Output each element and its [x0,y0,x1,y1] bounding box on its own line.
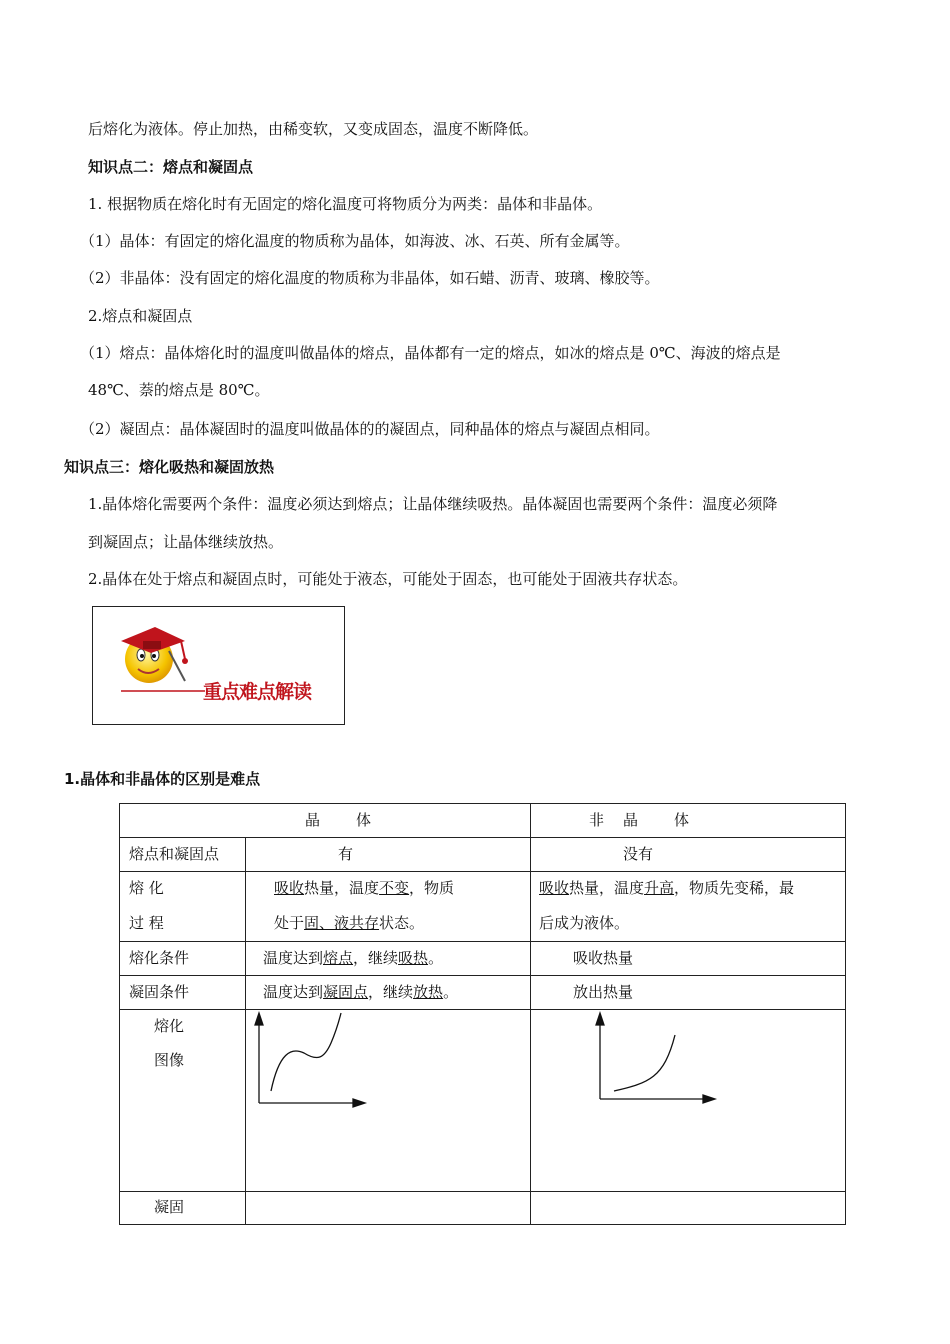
cell-amorphous-line: 吸收热量，温度升高，物质先变稀，最 [539,879,795,897]
col-header-crystal: 晶 体 [305,811,374,829]
section-heading: 知识点二：熔点和凝固点 [88,158,254,176]
cell-crystal: 温度达到熔点，继续吸热。 [263,949,444,967]
text-line: 1. 根据物质在熔化时有无固定的熔化温度可将物质分为两类：晶体和非晶体。 [88,195,603,213]
text-line: 后熔化为液体。停止加热，由稀变软，又变成固态，温度不断降低。 [88,120,539,138]
table-section-title: 1.晶体和非晶体的区别是难点 [64,770,261,788]
cell-crystal: 温度达到凝固点，继续放热。 [263,983,459,1001]
banner-title: 重点难点解读 [203,681,312,703]
cell-amorphous: 吸收热量 [573,949,634,967]
row-label: 熔 化 [129,879,164,897]
text-line: （2）凝固点：晶体凝固时的温度叫做晶体的的凝固点，同种晶体的熔点与凝固点相同。 [80,420,660,438]
cell-crystal-line: 吸收热量，温度不变，物质 [274,879,455,897]
text-line: 1.晶体熔化需要两个条件：温度必须达到熔点；让晶体继续吸热。晶体凝固也需要两个条件：温度必须降 [88,495,778,513]
text-line: 到凝固点；让晶体继续放热。 [88,533,284,551]
cell-amorphous: 放出热量 [573,983,634,1001]
row-label: 图像 [154,1051,185,1069]
cell-crystal: 有 [338,845,354,863]
row-label: 熔化 [154,1017,185,1035]
amorphous-melting-graph [596,1013,715,1103]
key-points-banner [92,606,345,725]
table-grid [119,803,846,1225]
row-label: 过 程 [129,914,164,932]
text-line: （1）熔点：晶体熔化时的温度叫做晶体的熔点，晶体都有一定的熔点，如冰的熔点是 0℃、海波的熔点是 [80,344,781,362]
comparison-table [119,803,846,1225]
col-header-amorphous: 非 晶 体 [589,811,692,829]
row-label: 熔点和凝固点 [129,845,220,863]
row-label: 凝固条件 [129,983,190,1001]
row-label: 熔化条件 [129,949,190,967]
cell-amorphous: 没有 [623,845,654,863]
cell-crystal-line: 处于固、液共存状态。 [274,914,425,932]
text-line: 2.熔点和凝固点 [88,307,193,325]
cell-amorphous-line: 后成为液体。 [539,914,630,932]
text-line: （2）非晶体：没有固定的熔化温度的物质称为非晶体，如石蜡、沥青、玻璃、橡胶等。 [80,269,660,287]
graduation-cap-mascot-icon [93,607,343,723]
section-heading: 知识点三：熔化吸热和凝固放热 [64,458,275,476]
row-label: 凝固 [154,1198,185,1216]
text-line: （1）晶体：有固定的熔化温度的物质称为晶体，如海波、冰、石英、所有金属等。 [80,232,630,250]
crystal-melting-graph [255,1013,365,1107]
text-line: 48℃、萘的熔点是 80℃。 [88,381,270,399]
text-line: 2.晶体在处于熔点和凝固点时，可能处于液态，可能处于固态，也可能处于固液共存状态。 [88,570,688,588]
